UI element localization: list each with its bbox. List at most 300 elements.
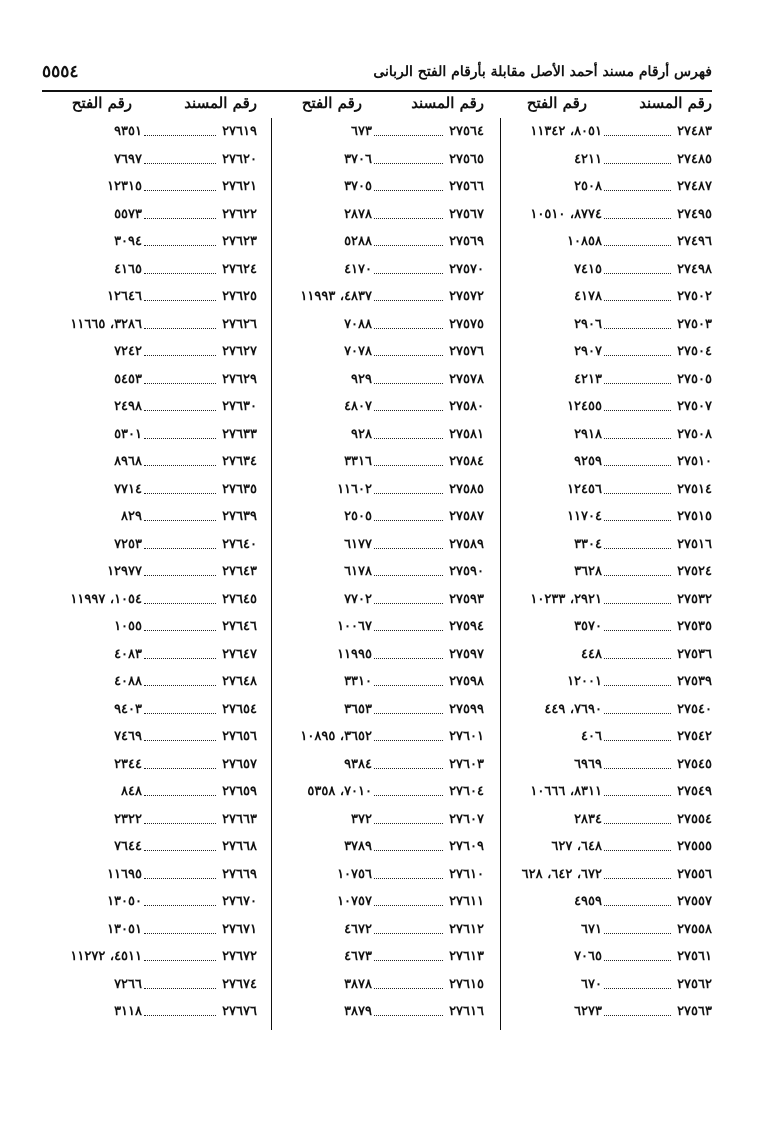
musnad-number: ٢٧٦١٩ <box>222 124 257 139</box>
musnad-number: ٢٧٥٦٤ <box>449 124 484 139</box>
fath-number: ٤٢١١ <box>574 151 602 167</box>
fath-number: ٦٢٧٣ <box>574 1004 602 1019</box>
col-header-musnad: رقم المسند <box>184 94 257 112</box>
musnad-number: ٢٧٥٩٩ <box>449 701 484 717</box>
column-headers <box>42 94 712 118</box>
fath-number: ٥٤٥٣ <box>114 371 142 387</box>
dot-leader <box>604 850 671 851</box>
dot-leader <box>604 410 671 411</box>
table-row <box>42 173 712 201</box>
dot-leader <box>604 548 671 549</box>
musnad-number: ٢٧٥٤٠ <box>677 701 712 717</box>
fath-number: ٩٤٠٣ <box>114 701 142 717</box>
musnad-number: ٢٧٦١٣ <box>449 949 484 964</box>
musnad-number: ٢٧٤٩٨ <box>677 261 712 277</box>
dot-leader <box>144 905 216 906</box>
col-header-musnad: رقم المسند <box>639 94 712 112</box>
col-header-fath: رقم الفتح <box>526 94 587 112</box>
fath-number: ٧٦٩٠، ٤٤٩ <box>544 701 602 717</box>
table-row <box>42 476 712 504</box>
col-header-fath: رقم الفتح <box>71 94 132 112</box>
dot-leader <box>144 795 216 796</box>
table-row <box>42 118 712 146</box>
fath-number: ١٢٣١٥ <box>107 179 142 194</box>
dot-leader <box>604 273 671 274</box>
dot-leader <box>374 190 443 191</box>
dot-leader <box>144 933 216 934</box>
table-row <box>42 998 712 1026</box>
fath-number: ٧٠٧٨ <box>344 344 372 359</box>
fath-number: ٧٧١٤ <box>114 481 142 497</box>
table-row <box>42 228 712 256</box>
fath-number: ٦١٧٨ <box>344 564 372 579</box>
fath-number: ١٣٠٥١ <box>107 921 142 937</box>
dot-leader <box>374 603 443 604</box>
dot-leader <box>374 960 443 961</box>
dot-leader <box>604 438 671 439</box>
dot-leader <box>604 383 671 384</box>
fath-number: ٩٢٨ <box>351 426 372 442</box>
dot-leader <box>374 988 443 989</box>
dot-leader <box>604 960 671 961</box>
musnad-number: ٢٧٥٠٣ <box>677 316 712 332</box>
dot-leader <box>604 713 671 714</box>
musnad-number: ٢٧٦١٥ <box>449 976 484 992</box>
musnad-number: ٢٧٥٥٦ <box>677 866 712 882</box>
musnad-number: ٢٧٥٦٧ <box>449 206 484 222</box>
fath-number: ٢٣٤٤ <box>114 756 142 772</box>
dot-leader <box>374 878 443 879</box>
fath-number: ٣٨٧٨ <box>344 976 372 992</box>
dot-leader <box>604 190 671 191</box>
fath-number: ٨٠٥١، ١١٣٤٢ <box>530 124 602 139</box>
musnad-number: ٢٧٦٣٠ <box>222 399 257 414</box>
musnad-number: ٢٧٥٣٥ <box>677 619 712 634</box>
fath-number: ١٢٦٤٦ <box>107 289 142 304</box>
musnad-number: ٢٧٥٦٦ <box>449 179 484 194</box>
musnad-number: ٢٧٦٢٦ <box>222 316 257 332</box>
fath-number: ٩٣٨٤ <box>344 756 372 772</box>
table-row <box>42 201 712 229</box>
musnad-number: ٢٧٥١٥ <box>677 509 712 524</box>
fath-number: ١٠٥٤، ١١٩٩٧ <box>70 591 142 607</box>
musnad-number: ٢٧٦٤٣ <box>222 564 257 579</box>
table-row <box>42 806 712 834</box>
table-row <box>42 833 712 861</box>
fath-number: ١١٩٩٥ <box>337 646 372 662</box>
dot-leader <box>374 273 443 274</box>
fath-number: ٤٩٥٩ <box>574 894 602 909</box>
musnad-number: ٢٧٦١١ <box>449 894 484 909</box>
fath-number: ٨٧٧٤، ١٠٥١٠ <box>530 206 602 222</box>
musnad-number: ٢٧٦٣٤ <box>222 454 257 469</box>
musnad-number: ٢٧٥٣٦ <box>677 646 712 662</box>
fath-number: ٣٧٢ <box>351 811 372 827</box>
fath-number: ٩٢٥٩ <box>574 454 602 469</box>
table-row <box>42 641 712 669</box>
fath-number: ٤١٧٠ <box>344 261 372 277</box>
dot-leader <box>604 630 671 631</box>
fath-number: ١٢٤٥٦ <box>567 481 602 497</box>
col-header-fath: رقم الفتح <box>301 94 362 112</box>
musnad-number: ٢٧٥٨٤ <box>449 454 484 469</box>
musnad-number: ٢٧٥٩٠ <box>449 564 484 579</box>
musnad-number: ٢٧٥٨١ <box>449 426 484 442</box>
dot-leader <box>374 768 443 769</box>
dot-leader <box>374 135 443 136</box>
dot-leader <box>144 850 216 851</box>
musnad-number: ٢٧٥٧٢ <box>449 289 484 304</box>
dot-leader <box>374 933 443 934</box>
dot-leader <box>144 520 216 521</box>
fath-number: ٧٧٠٢ <box>344 591 372 607</box>
dot-leader <box>144 960 216 961</box>
table-row <box>42 586 712 614</box>
dot-leader <box>374 163 443 164</box>
fath-number: ١٠٨٥٨ <box>567 234 602 249</box>
fath-number: ٥٣٠١ <box>114 426 142 442</box>
dot-leader <box>144 245 216 246</box>
fath-number: ١٠٥٥ <box>114 619 142 634</box>
table-row <box>42 366 712 394</box>
fath-number: ٤٠٨٣ <box>114 646 142 662</box>
musnad-number: ٢٧٥٣٢ <box>677 591 712 607</box>
fath-number: ٧٢٥٣ <box>114 536 142 552</box>
musnad-number: ٢٧٤٩٦ <box>677 234 712 249</box>
dot-leader <box>144 548 216 549</box>
dot-leader <box>144 685 216 686</box>
fath-number: ٣٣١٠ <box>344 674 372 689</box>
fath-number: ٨٩٦٨ <box>114 454 142 469</box>
dot-leader <box>374 465 443 466</box>
fath-number: ١٠٧٥٦ <box>337 866 372 882</box>
musnad-number: ٢٧٦٥٧ <box>222 756 257 772</box>
fath-number: ٢٥٠٨ <box>574 179 602 194</box>
musnad-number: ٢٧٦١٢ <box>449 921 484 937</box>
dot-leader <box>374 823 443 824</box>
dot-leader <box>604 135 671 136</box>
dot-leader <box>144 988 216 989</box>
musnad-number: ٢٧٥٥٨ <box>677 921 712 937</box>
table-row <box>42 146 712 174</box>
musnad-number: ٢٧٦٣٥ <box>222 481 257 497</box>
fath-number: ١١٧٠٤ <box>567 509 602 524</box>
fath-number: ٢٩٢١، ١٠٢٣٣ <box>530 591 602 607</box>
dot-leader <box>604 575 671 576</box>
fath-number: ٤٤٨ <box>581 646 602 662</box>
dot-leader <box>374 1015 443 1016</box>
dot-leader <box>144 410 216 411</box>
musnad-number: ٢٧٥٨٥ <box>449 481 484 497</box>
dot-leader <box>144 190 216 191</box>
page-number: ٥٥٥٤ <box>42 62 79 82</box>
dot-leader <box>604 328 671 329</box>
fath-number: ٣٧٠٦ <box>344 151 372 167</box>
fath-number: ٦٤٨، ٦٢٧ <box>551 839 602 854</box>
dot-leader <box>374 383 443 384</box>
fath-number: ١٢٩٧٧ <box>107 564 142 579</box>
fath-number: ٣٢٨٦، ١١٦٦٥ <box>70 316 142 332</box>
dot-leader <box>144 713 216 714</box>
table-row <box>42 613 712 641</box>
fath-number: ٣٦٢٨ <box>574 564 602 579</box>
fath-number: ٧٢٦٦ <box>114 976 142 992</box>
musnad-number: ٢٧٥٤٥ <box>677 756 712 772</box>
dot-leader <box>604 603 671 604</box>
dot-leader <box>144 328 216 329</box>
musnad-number: ٢٧٥٧٥ <box>449 316 484 332</box>
fath-number: ٣١١٨ <box>114 1004 142 1019</box>
dot-leader <box>374 300 443 301</box>
dot-leader <box>374 410 443 411</box>
musnad-number: ٢٧٥٠٥ <box>677 371 712 387</box>
musnad-number: ٢٧٥٥٧ <box>677 894 712 909</box>
dot-leader <box>374 328 443 329</box>
table-row <box>42 971 712 999</box>
fath-number: ١٢٤٥٥ <box>567 399 602 414</box>
musnad-number: ٢٧٦٥٦ <box>222 729 257 744</box>
musnad-number: ٢٧٦٤٥ <box>222 591 257 607</box>
fath-number: ٣٥٧٠ <box>574 619 602 634</box>
musnad-number: ٢٧٤٩٥ <box>677 206 712 222</box>
musnad-number: ٢٧٥٠٢ <box>677 289 712 304</box>
dot-leader <box>604 905 671 906</box>
dot-leader <box>374 850 443 851</box>
fath-number: ٣٧٨٩ <box>344 839 372 854</box>
musnad-number: ٢٧٦٧٦ <box>222 1004 257 1019</box>
fath-number: ٤٨٠٧ <box>344 399 372 414</box>
dot-leader <box>604 1015 671 1016</box>
table-row <box>42 723 712 751</box>
dot-leader <box>604 988 671 989</box>
musnad-number: ٢٧٦٢٢ <box>222 206 257 222</box>
dot-leader <box>374 575 443 576</box>
musnad-number: ٢٧٥٠٧ <box>677 399 712 414</box>
dot-leader <box>604 355 671 356</box>
musnad-number: ٢٧٥٦٩ <box>449 234 484 249</box>
fath-number: ١٠٧٥٧ <box>337 894 372 909</box>
fath-number: ٣٠٩٤ <box>114 234 142 249</box>
fath-number: ٧٠٦٥ <box>574 949 602 964</box>
dot-leader <box>374 355 443 356</box>
table-row <box>42 778 712 806</box>
musnad-number: ٢٧٦٧٠ <box>222 894 257 909</box>
dot-leader <box>144 383 216 384</box>
fath-number: ٧٠١٠، ٥٣٥٨ <box>307 784 372 799</box>
dot-leader <box>374 438 443 439</box>
musnad-number: ٢٧٥٢٤ <box>677 564 712 579</box>
fath-number: ٦٩٦٩ <box>574 756 602 772</box>
fath-number: ٦٧٠ <box>581 976 602 992</box>
fath-number: ٢٣٢٢ <box>114 811 142 827</box>
dot-leader <box>144 438 216 439</box>
dot-leader <box>604 823 671 824</box>
dot-leader <box>144 218 216 219</box>
musnad-number: ٢٧٦٤٦ <box>222 619 257 634</box>
dot-leader <box>144 630 216 631</box>
musnad-number: ٢٧٥٧٠ <box>449 261 484 277</box>
dot-leader <box>604 878 671 879</box>
dot-leader <box>374 630 443 631</box>
musnad-number: ٢٧٥٠٨ <box>677 426 712 442</box>
musnad-number: ٢٧٥٤٩ <box>677 784 712 799</box>
table-row <box>42 393 712 421</box>
page-header <box>42 60 712 90</box>
musnad-number: ٢٧٥٦١ <box>677 949 712 964</box>
musnad-number: ٢٧٤٨٧ <box>677 179 712 194</box>
dot-leader <box>604 163 671 164</box>
fath-number: ٢٩١٨ <box>574 426 602 442</box>
dot-leader <box>144 740 216 741</box>
musnad-number: ٢٧٦١٠ <box>449 866 484 882</box>
table-row <box>42 888 712 916</box>
table-row <box>42 696 712 724</box>
table-row <box>42 751 712 779</box>
fath-number: ٦٧٢، ٦٤٢، ٦٢٨ <box>521 866 602 882</box>
musnad-number: ٢٧٦٠١ <box>449 729 484 744</box>
musnad-number: ٢٧٥٤٢ <box>677 729 712 744</box>
fath-number: ٦١٧٧ <box>344 536 372 552</box>
musnad-number: ٢٧٦٠٤ <box>449 784 484 799</box>
musnad-number: ٢٧٦٢٩ <box>222 371 257 387</box>
table-row <box>42 503 712 531</box>
musnad-number: ٢٧٦٢٧ <box>222 344 257 359</box>
table-row <box>42 943 712 971</box>
musnad-number: ٢٧٤٨٥ <box>677 151 712 167</box>
dot-leader <box>604 465 671 466</box>
fath-number: ٢٩٠٧ <box>574 344 602 359</box>
dot-leader <box>144 603 216 604</box>
musnad-number: ٢٧٦٧٢ <box>222 949 257 964</box>
dot-leader <box>604 933 671 934</box>
dot-leader <box>144 575 216 576</box>
fath-number: ١١٦٠٢ <box>337 481 372 497</box>
fath-number: ٨٢٩ <box>121 509 142 524</box>
dot-leader <box>144 768 216 769</box>
musnad-number: ٢٧٦٦٨ <box>222 839 257 854</box>
fath-number: ١١٦٩٥ <box>107 866 142 882</box>
musnad-number: ٢٧٦٦٩ <box>222 866 257 882</box>
fath-number: ٨٣١١، ١٠٦٦٦ <box>530 784 602 799</box>
col-header-musnad: رقم المسند <box>411 94 484 112</box>
table-row <box>42 311 712 339</box>
dot-leader <box>604 658 671 659</box>
musnad-number: ٢٧٦٢٥ <box>222 289 257 304</box>
fath-number: ٣٨٧٩ <box>344 1004 372 1019</box>
fath-number: ٦٧١ <box>581 921 602 937</box>
musnad-number: ٢٧٦٢٣ <box>222 234 257 249</box>
dot-leader <box>604 218 671 219</box>
musnad-number: ٢٧٥٠٤ <box>677 344 712 359</box>
fath-number: ٢٤٩٨ <box>114 399 142 414</box>
fath-number: ٤٦٧٢ <box>344 921 372 937</box>
dot-leader <box>604 520 671 521</box>
musnad-number: ٢٧٦٥٤ <box>222 701 257 717</box>
dot-leader <box>144 300 216 301</box>
musnad-number: ٢٧٥٥٤ <box>677 811 712 827</box>
fath-number: ٤٠٨٨ <box>114 674 142 689</box>
musnad-number: ٢٧٥٣٩ <box>677 674 712 689</box>
dot-leader <box>374 685 443 686</box>
dot-leader <box>604 300 671 301</box>
fath-number: ٢٨٧٨ <box>344 206 372 222</box>
fath-number: ٣٣١٦ <box>344 454 372 469</box>
dot-leader <box>374 740 443 741</box>
dot-leader <box>144 273 216 274</box>
fath-number: ٢٨٣٤ <box>574 811 602 827</box>
table-row <box>42 256 712 284</box>
fath-number: ٤٦٧٣ <box>344 949 372 964</box>
dot-leader <box>144 658 216 659</box>
musnad-number: ٢٧٦١٦ <box>449 1004 484 1019</box>
table-row <box>42 668 712 696</box>
dot-leader <box>144 163 216 164</box>
musnad-number: ٢٧٥٩٤ <box>449 619 484 634</box>
index-table <box>42 118 712 1026</box>
musnad-number: ٢٧٦٤٧ <box>222 646 257 662</box>
musnad-number: ٢٧٥١٠ <box>677 454 712 469</box>
table-row <box>42 421 712 449</box>
dot-leader <box>144 355 216 356</box>
table-row <box>42 558 712 586</box>
fath-number: ٤١٧٨ <box>574 289 602 304</box>
table-row <box>42 283 712 311</box>
musnad-number: ٢٧٥١٦ <box>677 536 712 552</box>
musnad-number: ٢٧٤٨٣ <box>677 124 712 139</box>
fath-number: ٥٢٨٨ <box>344 234 372 249</box>
fath-number: ٩٣٥١ <box>114 124 142 139</box>
musnad-number: ٢٧٥٦٥ <box>449 151 484 167</box>
musnad-number: ٢٧٥١٤ <box>677 481 712 497</box>
running-title: فهرس أرقام مسند أحمد الأصل مقابلة بأرقام الفتح الربانى <box>373 64 712 80</box>
header-rule <box>42 90 712 92</box>
musnad-number: ٢٧٥٨٧ <box>449 509 484 524</box>
fath-number: ٢٩٠٦ <box>574 316 602 332</box>
musnad-number: ٢٧٦٢١ <box>222 179 257 194</box>
musnad-number: ٢٧٦٦٣ <box>222 811 257 827</box>
fath-number: ٣٦٥٢، ١٠٨٩٥ <box>300 729 372 744</box>
table-row <box>42 448 712 476</box>
table-row <box>42 916 712 944</box>
fath-number: ٦٧٣ <box>351 124 372 139</box>
fath-number: ٩٢٩ <box>351 371 372 387</box>
table-row <box>42 338 712 366</box>
fath-number: ٧٢٤٢ <box>114 344 142 359</box>
fath-number: ٧٠٨٨ <box>344 316 372 332</box>
fath-number: ٧٤٦٩ <box>114 729 142 744</box>
dot-leader <box>144 878 216 879</box>
dot-leader <box>604 768 671 769</box>
musnad-number: ٢٧٥٩٣ <box>449 591 484 607</box>
dot-leader <box>604 493 671 494</box>
musnad-number: ٢٧٥٩٨ <box>449 674 484 689</box>
fath-number: ٧٦٩٧ <box>114 151 142 167</box>
musnad-number: ٢٧٥٧٦ <box>449 344 484 359</box>
dot-leader <box>144 465 216 466</box>
musnad-number: ٢٧٦٠٣ <box>449 756 484 772</box>
fath-number: ٣٦٥٣ <box>344 701 372 717</box>
dot-leader <box>374 493 443 494</box>
musnad-number: ٢٧٦٤٠ <box>222 536 257 552</box>
dot-leader <box>374 713 443 714</box>
fath-number: ٤٠٦ <box>581 729 602 744</box>
musnad-number: ٢٧٦٣٣ <box>222 426 257 442</box>
dot-leader <box>374 218 443 219</box>
musnad-number: ٢٧٦٣٩ <box>222 509 257 524</box>
fath-number: ١٣٠٥٠ <box>107 894 142 909</box>
fath-number: ١٢٠٠١ <box>567 674 602 689</box>
fath-number: ٥٥٧٣ <box>114 206 142 222</box>
